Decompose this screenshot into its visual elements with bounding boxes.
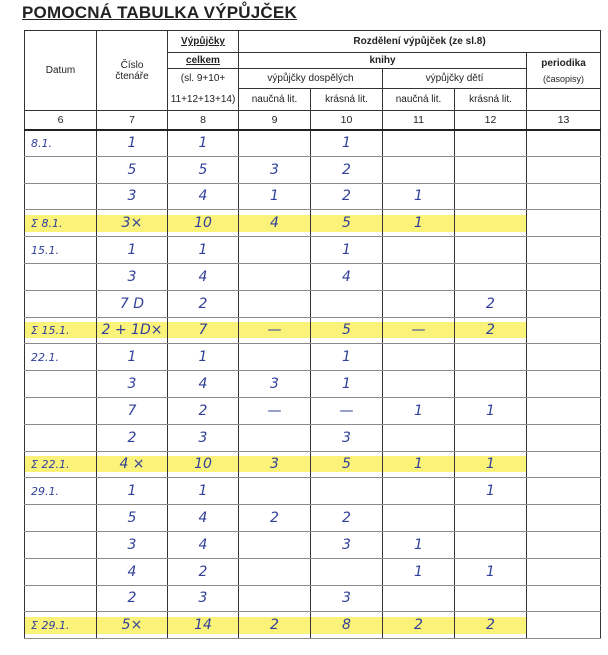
cell-cislo-ctenare: 3× (97, 210, 168, 237)
summary-row (25, 317, 601, 344)
column-number: 9 (239, 111, 311, 130)
cell-cislo-ctenare: 1 (97, 478, 168, 505)
cell-celkem: 4 (168, 183, 239, 210)
header-formula-2: 11+12+13+14) (168, 89, 239, 111)
cell-krasna-dospelych: 1 (311, 344, 383, 371)
header-deti: výpůjčky dětí (383, 69, 527, 89)
cell-cislo-ctenare: 3 (97, 531, 168, 558)
column-number: 13 (527, 111, 601, 130)
table-body (25, 130, 601, 639)
table-row (25, 344, 601, 371)
cell-naucna-deti: 2 (383, 612, 455, 639)
cell-krasna-dospelych: 2 (311, 183, 383, 210)
cell-krasna-deti (455, 424, 527, 451)
summary-row (25, 612, 601, 639)
cell-krasna-dospelych: 3 (311, 585, 383, 612)
cell-krasna-dospelych: 8 (311, 612, 383, 639)
cell-periodika (527, 210, 601, 237)
page-title: POMOCNÁ TABULKA VÝPŮJČEK (22, 3, 297, 22)
cell-naucna-dospelych (239, 478, 311, 505)
cell-naucna-dospelych: 2 (239, 612, 311, 639)
cell-naucna-deti (383, 371, 455, 398)
cell-datum: Σ 22.1. (25, 451, 97, 478)
cell-periodika (527, 585, 601, 612)
cell-cislo-ctenare: 4 (97, 558, 168, 585)
cell-krasna-deti: 2 (455, 612, 527, 639)
cell-cislo-ctenare: 3 (97, 263, 168, 290)
cell-celkem: 1 (168, 237, 239, 264)
column-number: 10 (311, 111, 383, 130)
cell-datum: 15.1. (25, 237, 97, 264)
cell-cislo-ctenare: 5 (97, 505, 168, 532)
cell-periodika (527, 424, 601, 451)
cell-datum (25, 397, 97, 424)
column-number: 11 (383, 111, 455, 130)
cell-periodika (527, 183, 601, 210)
cell-datum (25, 424, 97, 451)
cell-naucna-dospelych: — (239, 397, 311, 424)
cell-cislo-ctenare: 1 (97, 237, 168, 264)
cell-krasna-deti (455, 156, 527, 183)
header-knihy: knihy (239, 53, 527, 69)
cell-krasna-dospelych (311, 558, 383, 585)
cell-naucna-deti: — (383, 317, 455, 344)
cell-krasna-dospelych (311, 478, 383, 505)
cell-krasna-deti (455, 210, 527, 237)
cell-datum (25, 183, 97, 210)
column-number: 6 (25, 111, 97, 130)
cell-krasna-deti (455, 505, 527, 532)
cell-celkem: 2 (168, 290, 239, 317)
cell-periodika (527, 290, 601, 317)
cell-celkem: 7 (168, 317, 239, 344)
cell-krasna-dospelych: 1 (311, 130, 383, 157)
cell-naucna-dospelych (239, 424, 311, 451)
table-row (25, 290, 601, 317)
cell-naucna-dospelych (239, 130, 311, 157)
cell-krasna-deti (455, 371, 527, 398)
cell-datum: 29.1. (25, 478, 97, 505)
header-dospelych: výpůjčky dospělých (239, 69, 383, 89)
cell-periodika (527, 558, 601, 585)
header-celkem: celkem (168, 53, 239, 69)
cell-krasna-deti: 1 (455, 451, 527, 478)
cell-celkem: 14 (168, 612, 239, 639)
cell-krasna-dospelych: 4 (311, 263, 383, 290)
header-datum: Datum (25, 31, 97, 111)
cell-naucna-dospelych: 3 (239, 371, 311, 398)
cell-naucna-deti (383, 585, 455, 612)
cell-krasna-dospelych: 3 (311, 424, 383, 451)
cell-krasna-dospelych: 3 (311, 531, 383, 558)
cell-periodika (527, 531, 601, 558)
cell-naucna-dospelych (239, 531, 311, 558)
cell-periodika (527, 451, 601, 478)
table-row (25, 585, 601, 612)
header-rozdeleni: Rozdělení výpůjček (ze sl.8) (239, 31, 601, 53)
table-row (25, 424, 601, 451)
table-row (25, 156, 601, 183)
cell-krasna-dospelych: 5 (311, 210, 383, 237)
cell-periodika (527, 397, 601, 424)
cell-periodika (527, 237, 601, 264)
cell-naucna-dospelych: 3 (239, 156, 311, 183)
cell-naucna-deti: 1 (383, 558, 455, 585)
cell-krasna-deti (455, 130, 527, 157)
cell-naucna-deti (383, 424, 455, 451)
cell-naucna-dospelych: 4 (239, 210, 311, 237)
header-cislo-ctenare: Číslo čtenáře (97, 31, 168, 111)
cell-krasna-deti (455, 531, 527, 558)
header-formula-1: (sl. 9+10+ (168, 69, 239, 89)
cell-cislo-ctenare: 2 (97, 585, 168, 612)
cell-naucna-deti (383, 505, 455, 532)
cell-naucna-dospelych (239, 290, 311, 317)
cell-naucna-deti: 1 (383, 451, 455, 478)
table-row (25, 505, 601, 532)
cell-cislo-ctenare: 7 D (97, 290, 168, 317)
cell-krasna-dospelych: 1 (311, 371, 383, 398)
cell-celkem: 10 (168, 451, 239, 478)
cell-naucna-deti: 1 (383, 183, 455, 210)
cell-naucna-deti: 1 (383, 531, 455, 558)
cell-krasna-deti (455, 183, 527, 210)
cell-krasna-dospelych (311, 290, 383, 317)
cell-datum (25, 505, 97, 532)
table-row (25, 478, 601, 505)
cell-krasna-deti: 2 (455, 317, 527, 344)
cell-krasna-dospelych: 5 (311, 317, 383, 344)
cell-celkem: 4 (168, 263, 239, 290)
cell-krasna-deti: 2 (455, 290, 527, 317)
cell-datum (25, 371, 97, 398)
cell-cislo-ctenare: 7 (97, 397, 168, 424)
cell-naucna-deti: 1 (383, 397, 455, 424)
cell-celkem: 3 (168, 424, 239, 451)
cell-naucna-deti (383, 263, 455, 290)
cell-periodika (527, 612, 601, 639)
table-row (25, 397, 601, 424)
cell-cislo-ctenare: 3 (97, 371, 168, 398)
cell-periodika (527, 344, 601, 371)
cell-datum (25, 290, 97, 317)
cell-celkem: 5 (168, 156, 239, 183)
cell-krasna-deti (455, 344, 527, 371)
loan-table (24, 30, 601, 639)
cell-celkem: 1 (168, 130, 239, 157)
cell-cislo-ctenare: 5× (97, 612, 168, 639)
cell-naucna-deti (383, 237, 455, 264)
table-row (25, 263, 601, 290)
cell-krasna-dospelych: 1 (311, 237, 383, 264)
cell-cislo-ctenare: 2 + 1D× (97, 317, 168, 344)
header-blank (527, 89, 601, 111)
cell-krasna-deti (455, 585, 527, 612)
cell-naucna-deti (383, 478, 455, 505)
header-vypujcky: Výpůjčky (168, 31, 239, 53)
cell-krasna-deti (455, 237, 527, 264)
cell-krasna-deti (455, 263, 527, 290)
cell-naucna-dospelych: — (239, 317, 311, 344)
cell-datum (25, 558, 97, 585)
cell-celkem: 10 (168, 210, 239, 237)
cell-naucna-deti (383, 156, 455, 183)
cell-datum (25, 263, 97, 290)
table-row (25, 558, 601, 585)
cell-krasna-dospelych: — (311, 397, 383, 424)
cell-datum: Σ 29.1. (25, 612, 97, 639)
summary-row (25, 451, 601, 478)
cell-datum: 8.1. (25, 130, 97, 157)
cell-periodika (527, 156, 601, 183)
header-krasna-dospelych: krásná lit. (311, 89, 383, 111)
cell-cislo-ctenare: 4 × (97, 451, 168, 478)
cell-naucna-dospelych: 2 (239, 505, 311, 532)
cell-krasna-deti: 1 (455, 558, 527, 585)
table-row (25, 130, 601, 157)
header-casopisy: (časopisy) (543, 73, 585, 84)
cell-datum: Σ 8.1. (25, 210, 97, 237)
cell-cislo-ctenare: 2 (97, 424, 168, 451)
header-periodika (527, 53, 601, 89)
table-row (25, 183, 601, 210)
cell-periodika (527, 317, 601, 344)
cell-celkem: 4 (168, 505, 239, 532)
cell-naucna-deti (383, 290, 455, 317)
cell-naucna-dospelych (239, 558, 311, 585)
cell-krasna-deti: 1 (455, 397, 527, 424)
cell-datum (25, 156, 97, 183)
header-naucna-dospelych: naučná lit. (239, 89, 311, 111)
cell-celkem: 4 (168, 371, 239, 398)
column-number: 8 (168, 111, 239, 130)
cell-naucna-dospelych (239, 263, 311, 290)
summary-row (25, 210, 601, 237)
cell-cislo-ctenare: 1 (97, 344, 168, 371)
column-number: 7 (97, 111, 168, 130)
cell-cislo-ctenare: 1 (97, 130, 168, 157)
cell-datum: 22.1. (25, 344, 97, 371)
cell-datum: Σ 15.1. (25, 317, 97, 344)
cell-celkem: 1 (168, 344, 239, 371)
table-row (25, 531, 601, 558)
cell-celkem: 1 (168, 478, 239, 505)
cell-datum (25, 585, 97, 612)
cell-krasna-dospelych: 5 (311, 451, 383, 478)
cell-periodika (527, 263, 601, 290)
cell-naucna-deti: 1 (383, 210, 455, 237)
cell-naucna-deti (383, 344, 455, 371)
cell-cislo-ctenare: 3 (97, 183, 168, 210)
cell-krasna-dospelych: 2 (311, 156, 383, 183)
cell-celkem: 2 (168, 558, 239, 585)
cell-naucna-dospelych: 3 (239, 451, 311, 478)
column-number: 12 (455, 111, 527, 130)
header-periodika-label: periodika (541, 57, 586, 69)
header-naucna-deti: naučná lit. (383, 89, 455, 111)
cell-krasna-dospelych: 2 (311, 505, 383, 532)
table-row (25, 371, 601, 398)
cell-periodika (527, 478, 601, 505)
cell-datum (25, 531, 97, 558)
header-krasna-deti: krásná lit. (455, 89, 527, 111)
cell-naucna-dospelych (239, 344, 311, 371)
cell-naucna-dospelych: 1 (239, 183, 311, 210)
cell-naucna-deti (383, 130, 455, 157)
cell-periodika (527, 130, 601, 157)
cell-naucna-dospelych (239, 585, 311, 612)
cell-celkem: 3 (168, 585, 239, 612)
table-row (25, 237, 601, 264)
cell-celkem: 4 (168, 531, 239, 558)
cell-naucna-dospelych (239, 237, 311, 264)
cell-periodika (527, 371, 601, 398)
cell-periodika (527, 505, 601, 532)
cell-krasna-deti: 1 (455, 478, 527, 505)
cell-celkem: 2 (168, 397, 239, 424)
cell-cislo-ctenare: 5 (97, 156, 168, 183)
